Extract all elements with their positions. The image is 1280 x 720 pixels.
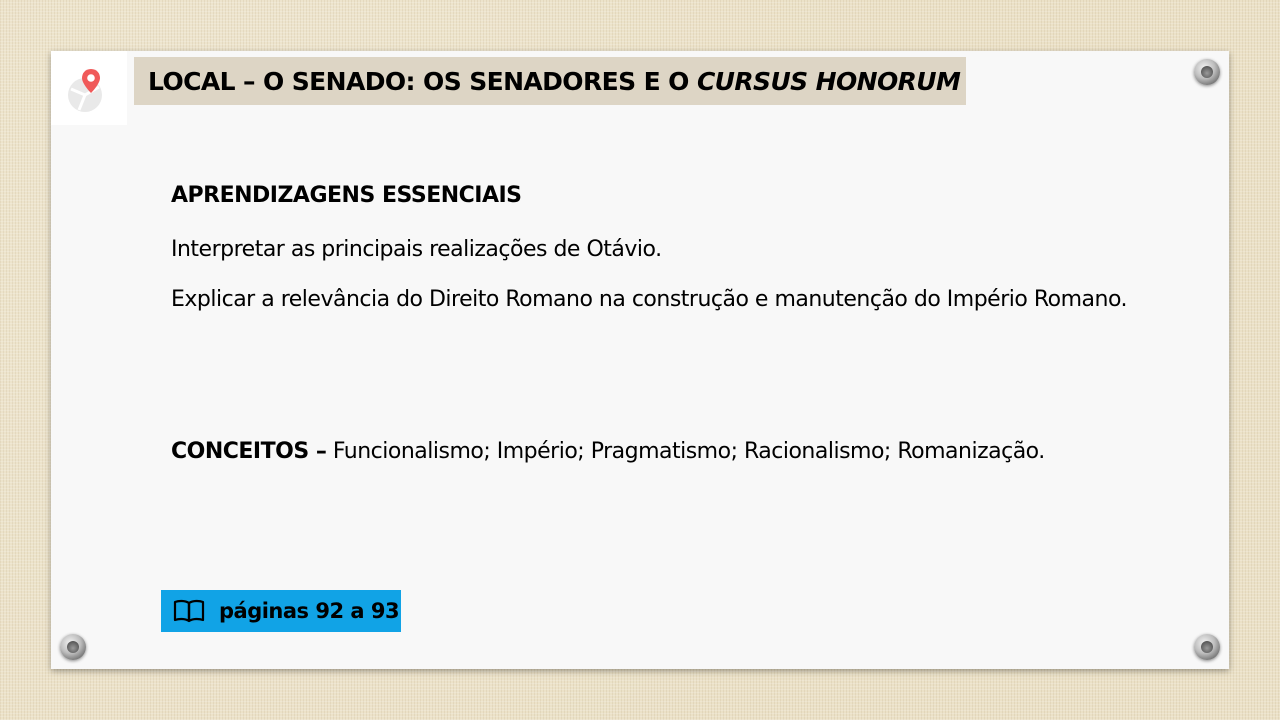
page-title [148, 67, 960, 96]
open-book-icon [173, 599, 205, 623]
title-emphasis: CURSUS HONORUM [696, 66, 961, 96]
learning-item-1: Interpretar as principais realizações de Otávio. [171, 237, 662, 262]
map-pin-icon [61, 67, 113, 113]
concepts-list: Funcionalismo; Império; Pragmatismo; Racionalismo; Romanização. [332, 439, 1045, 464]
essential-learning-section [171, 181, 1176, 333]
title-banner [134, 57, 966, 105]
learning-item-2: Explicar a relevância do Direito Romano na construção e manutenção do Império Romano. [171, 287, 1128, 312]
title-main: LOCAL – O SENADO: OS SENADORES E O [148, 66, 697, 96]
section-heading: APRENDIZAGENS ESSENCIAIS [171, 183, 522, 208]
slide-card [51, 51, 1229, 669]
concepts-line [171, 437, 1176, 467]
grommet-bottom-right [1194, 634, 1220, 660]
location-icon-box [51, 51, 127, 125]
grommet-bottom-left [60, 634, 86, 660]
grommet-top-right [1194, 59, 1220, 85]
pages-badge [161, 590, 401, 632]
concepts-label: CONCEITOS – [171, 439, 327, 464]
pages-text: páginas 92 a 93 [219, 599, 400, 623]
